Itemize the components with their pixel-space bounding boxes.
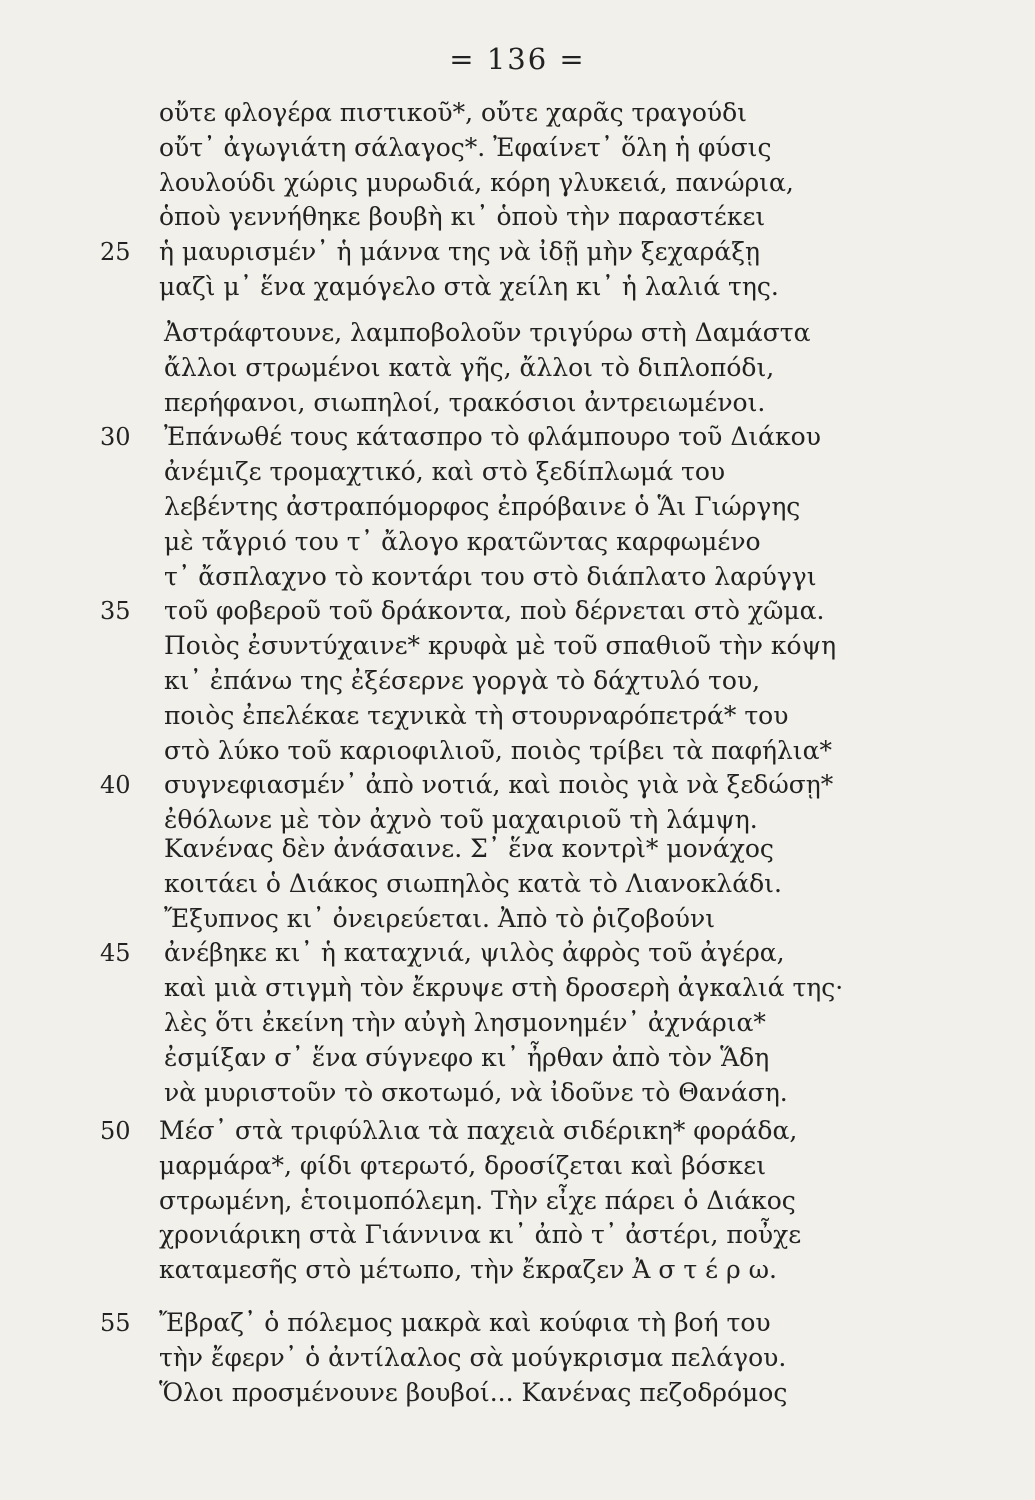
verse-line <box>0 1041 1035 1076</box>
verse-line <box>0 1149 1035 1184</box>
verse-text: ἀνέβηκε κι᾽ ἡ καταχνιά, ψιλὸς ἀφρὸς τοῦ ἀγέρα, <box>164 938 785 968</box>
stanza <box>0 832 1035 1110</box>
verse-line <box>0 200 1035 235</box>
verse-text: οὔτ᾽ ἀγωγιάτη σάλαγος*. Ἐφαίνετ᾽ ὅλη ἡ φύσις <box>159 132 772 162</box>
verse-text: συγνεφιασμέν᾽ ἀπὸ νοτιά, καὶ ποιὸς γιὰ νὰ ξεδώσῃ* <box>164 770 834 800</box>
verse-text: ἡ μαυρισμέν᾽ ἡ μάννα της νὰ ἰδῇ μὴν ξεχαράξῃ <box>159 237 760 267</box>
verse-line <box>0 664 1035 699</box>
verse-line <box>0 1006 1035 1041</box>
line-number: 30 <box>100 423 131 452</box>
verse-text: Ἔξυπνος κι᾽ ὀνειρεύεται. Ἀπὸ τὸ ῥιζοβούνι <box>164 903 716 933</box>
verse-text: καὶ μιὰ στιγμὴ τὸν ἔκρυψε στὴ δροσερὴ ἀγκαλιά της· <box>164 973 844 1003</box>
verse-text: ἐθόλωνε μὲ τὸν ἀχνὸ τοῦ μαχαιριοῦ τὴ λάμψη. <box>164 805 758 835</box>
verse-text: ὁποὺ γεννήθηκε βουβὴ κι᾽ ὁποὺ τὴν παραστέκει <box>159 202 766 232</box>
verse-line <box>0 867 1035 902</box>
verse-text: Κανένας δὲν ἀνάσαινε. Σ᾽ ἕνα κοντρὶ* μονάχος <box>164 834 774 863</box>
verse-text: ἄλλοι στρωμένοι κατὰ γῆς, ἄλλοι τὸ διπλοπόδι, <box>164 352 775 382</box>
line-number: 50 <box>100 1117 131 1145</box>
verse-line <box>0 525 1035 560</box>
verse-text: λεβέντης ἀστραπόμορφος ἐπρόβαινε ὁ Ἅι Γιώργης <box>164 491 801 521</box>
verse-text: ἀνέμιζε τρομαχτικό, καὶ στὸ ξεδίπλωμά του <box>164 457 726 487</box>
verse-line <box>0 96 1035 131</box>
verse-text: οὔτε φλογέρα πιστικοῦ*, οὔτε χαρᾶς τραγούδι <box>159 98 747 127</box>
stanza <box>0 316 1035 838</box>
verse-text: ἐσμίξαν σ᾽ ἕνα σύγνεφο κι᾽ ἦρθαν ἀπὸ τὸν Ἅδη <box>164 1042 770 1072</box>
stanza <box>0 1306 1035 1410</box>
verse-line <box>0 734 1035 769</box>
verse-text: τὴν ἔφερν᾽ ὁ ἀντίλαλος σὰ μούγκρισμα πελάγου. <box>159 1342 787 1372</box>
verse-text: κοιτάει ὁ Διάκος σιωπηλὸς κατὰ τὸ Λιανοκλάδι. <box>164 868 782 898</box>
verse-line <box>0 594 1035 629</box>
verse-line <box>0 490 1035 525</box>
verse-line <box>0 235 1035 270</box>
verse-line <box>0 386 1035 421</box>
verse-line <box>0 351 1035 386</box>
stanza <box>0 96 1035 305</box>
verse-line <box>0 629 1035 664</box>
line-number: 55 <box>100 1309 131 1337</box>
line-number: 25 <box>100 238 131 267</box>
verse-text: μαρμάρα*, φίδι φτερωτό, δροσίζεται καὶ βόσκει <box>159 1150 767 1180</box>
verse-line <box>0 1218 1035 1253</box>
verse-line <box>0 832 1035 867</box>
verse-text: λουλούδι χώρις μυρωδιά, κόρη γλυκειά, πανώρια, <box>159 167 794 197</box>
verse-text: τ᾽ ἄσπλαχνο τὸ κοντάρι του στὸ διάπλατο λαρύγγι <box>164 561 817 591</box>
verse-text: στὸ λύκο τοῦ καριοφιλιοῦ, ποιὸς τρίβει τὰ παφήλια* <box>164 735 832 765</box>
verse-line <box>0 1184 1035 1219</box>
verse-line <box>0 316 1035 351</box>
verse-line <box>0 1341 1035 1376</box>
line-number: 45 <box>100 939 131 968</box>
verse-text: κι᾽ ἐπάνω της ἐξέσερνε γοργὰ τὸ δάχτυλό του, <box>164 665 761 695</box>
verse-line <box>0 1306 1035 1341</box>
verse-text: Ἔβραζ᾽ ὁ πόλεμος μακρὰ καὶ κούφια τὴ βοή του <box>159 1308 771 1337</box>
verse-line <box>0 560 1035 595</box>
verse-text: Ὅλοι προσμένουνε βουβοί... Κανένας πεζοδρόμος <box>159 1377 788 1407</box>
verse-text: μαζὶ μ᾽ ἕνα χαμόγελο στὰ χείλη κι᾽ ἡ λαλιά της. <box>159 271 779 301</box>
verse-line <box>0 270 1035 305</box>
verse-line <box>0 971 1035 1006</box>
verse-text: τοῦ φοβεροῦ τοῦ δράκοντα, ποὺ δέρνεται στὸ χῶμα. <box>164 596 825 626</box>
line-number: 35 <box>100 597 131 626</box>
verse-text: λὲς ὅτι ἐκείνη τὴν αὐγὴ λησμονημέν᾽ ἀχνάρια* <box>164 1007 766 1037</box>
line-number: 40 <box>100 771 131 800</box>
verse-text: στρωμένη, ἑτοιμοπόλεμη. Τὴν εἶχε πάρει ὁ Διάκος <box>159 1185 796 1215</box>
verse-text: νὰ μυριστοῦν τὸ σκοτωμό, νὰ ἰδοῦνε τὸ Θανάση. <box>164 1077 788 1107</box>
verse-line <box>0 699 1035 734</box>
verse-text: χρονιάρικη στὰ Γιάννινα κι᾽ ἀπὸ τ᾽ ἀστέρι, ποὖχε <box>159 1220 802 1250</box>
verse-line <box>0 1076 1035 1111</box>
verse-line <box>0 131 1035 166</box>
verse-text: Ποιὸς ἐσυντύχαινε* κρυφὰ μὲ τοῦ σπαθιοῦ τὴν κόψη <box>164 631 837 661</box>
verse-line <box>0 1376 1035 1411</box>
verse-line <box>0 166 1035 201</box>
verse-line <box>0 455 1035 490</box>
verse-text: περήφανοι, σιωπηλοί, τρακόσιοι ἀντρειωμένοι. <box>164 387 766 417</box>
verse-text: Μέσ᾽ στὰ τριφύλλια τὰ παχειὰ σιδέρικη* φοράδα, <box>159 1116 798 1145</box>
verse-line <box>0 1114 1035 1149</box>
verse-text: ποιὸς ἐπελέκαε τεχνικὰ τὴ στουρναρόπετρά* του <box>164 700 789 730</box>
verse-text: Ἀστράφτουνε, λαμποβολοῦν τριγύρω στὴ Δαμάστα <box>164 318 811 347</box>
stanza <box>0 1114 1035 1288</box>
verse-line <box>0 768 1035 803</box>
verse-text: μὲ τἄγριό του τ᾽ ἄλογο κρατῶντας καρφωμένο <box>164 526 761 556</box>
verse-line <box>0 1253 1035 1288</box>
verse-text: Ἐπάνωθέ τους κάτασπρο τὸ φλάμπουρο τοῦ Διάκου <box>164 422 821 452</box>
verse-text: καταμεσῆς στὸ μέτωπο, τὴν ἔκραζεν Ἀ σ τ έ ρ ω. <box>159 1255 777 1285</box>
verse-line <box>0 936 1035 971</box>
verse-line <box>0 902 1035 937</box>
verse-line <box>0 420 1035 455</box>
page-number: = 136 = <box>449 42 586 76</box>
